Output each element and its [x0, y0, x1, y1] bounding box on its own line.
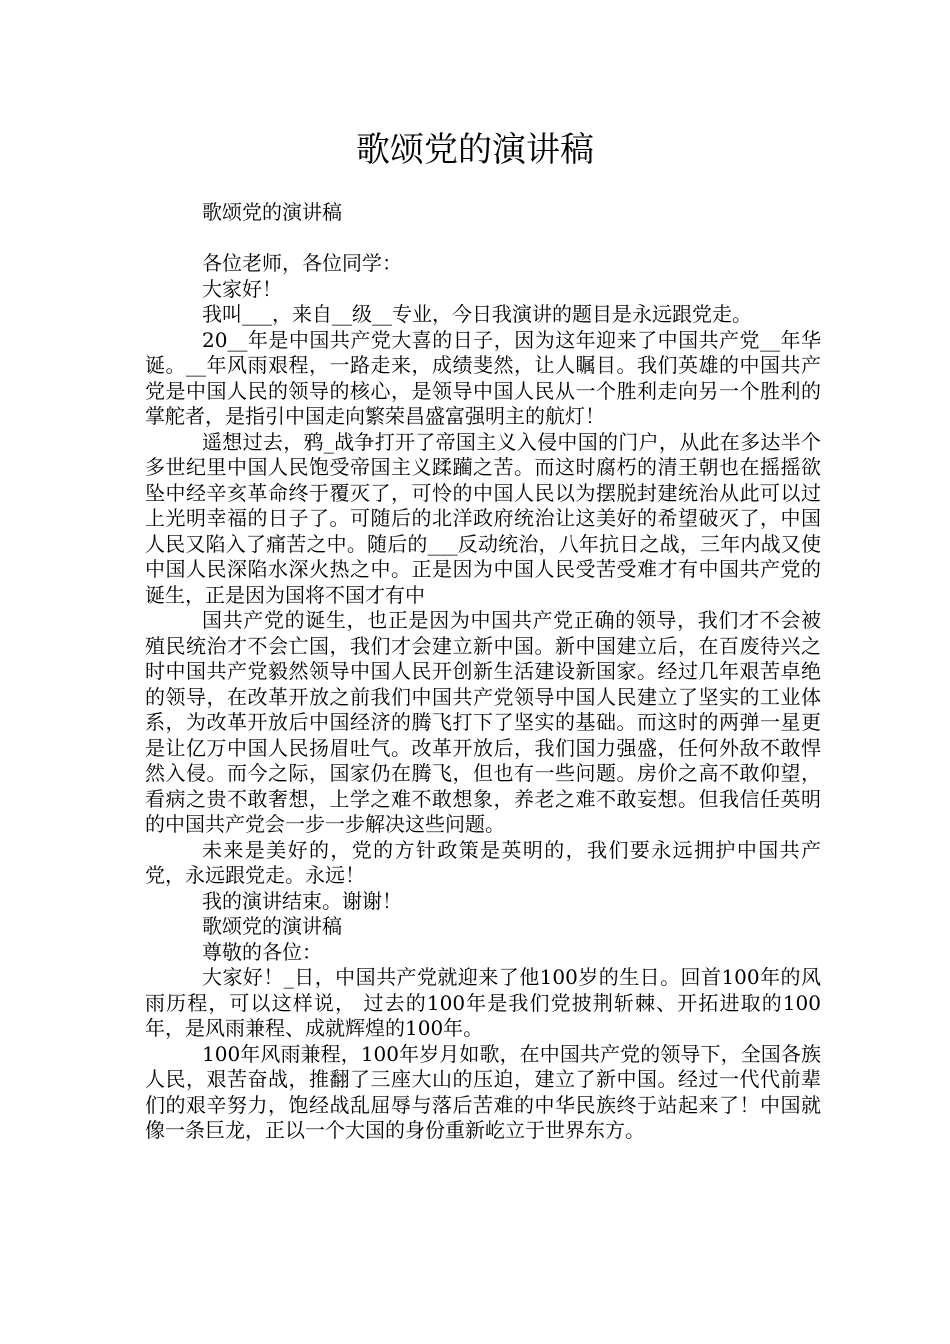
document-title: 歌颂党的演讲稿	[356, 130, 594, 170]
body-paragraph: 100年风雨兼程，100年岁月如歌，在中国共产党的领导下，全国各族人民，艰苦奋战，推翻了三座大山的压迫，建立了新中国。经过一代代前辈们的艰辛努力，饱经战乱屈辱与落后苦难的中华民族终于站起来了！中国就像一条巨龙，正以一个大国的身份重新屹立于世界东方。	[145, 1041, 821, 1142]
intro-paragraph: 我叫___，来自__级__专业，今日我演讲的题目是永远跟党走。	[202, 302, 752, 326]
salutation-paragraph: 各位老师，各位同学：	[202, 251, 402, 275]
body-paragraph: 大家好！_日，中国共产党就迎来了他100岁的生日。回首100年的风雨历程，可以这样说， 过去的100年是我们党披荆斩棘、开拓进取的100年，是风雨兼程、成就辉煌的100年。	[145, 965, 821, 1040]
body-paragraph: 20__年是中国共产党大喜的日子，因为这年迎来了中国共产党__年华诞。__年风雨艰程，一路走来，成绩斐然，让人瞩目。我们英雄的中国共产党是中国人民的领导的核心，是领导中国人民从一个胜利走向另一个胜利的掌舵者，是指引中国走向繁荣昌盛富强明主的航灯！	[145, 327, 821, 428]
second-speech-heading: 歌颂党的演讲稿	[202, 914, 342, 938]
closing-paragraph: 我的演讲结束。谢谢！	[202, 888, 402, 913]
body-paragraph: 遥想过去，鸦_战争打开了帝国主义入侵中国的门户，从此在多达半个多世纪里中国人民饱受帝国主义蹂躏之苦。而这时腐朽的清王朝也在摇摇欲坠中经辛亥革命终于覆灭了，可怜的中国人民以为摆脱封建统治从此可以过上光明幸福的日子了。可随后的北洋政府统治让这美好的希望破灭了，中国人民又陷入了痛苦之中。随后的___反动统治，八年抗日之战，三年内战又使中国人民深陷水深火热之中。正是因为中国人民受苦受难才有中国共产党的诞生，正是因为国将不国才有中	[145, 429, 821, 607]
salutation-paragraph: 尊敬的各位：	[202, 939, 322, 964]
document-body	[145, 200, 821, 1144]
body-paragraph: 国共产党的诞生，也正是因为中国共产党正确的领导，我们才不会被殖民统治才不会亡国，我们才会建立新中国。新中国建立后，在百废待兴之时中国共产党毅然领导中国人民开创新生活建设新国家。经过几年艰苦卓绝的领导，在改革开放之前我们中国共产党领导中国人民建立了坚实的工业体系，为改革开放后中国经济的腾飞打下了坚实的基础。而这时的两弹一星更是让亿万中国人民扬眉吐气。改革开放后，我们国力强盛，任何外敌不敢悍然入侵。而今之际，国家仍在腾飞，但也有一些问题。房价之高不敢仰望，看病之贵不敢奢想，上学之难不敢想象，养老之难不敢妄想。但我信任英明的中国共产党会一步一步解决这些问题。	[145, 608, 821, 836]
greeting-paragraph: 大家好！	[202, 276, 282, 301]
subtitle-paragraph: 歌颂党的演讲稿	[202, 200, 342, 224]
body-paragraph: 未来是美好的，党的方针政策是英明的，我们要永远拥护中国共产党，永远跟党走。永远！	[145, 837, 821, 887]
